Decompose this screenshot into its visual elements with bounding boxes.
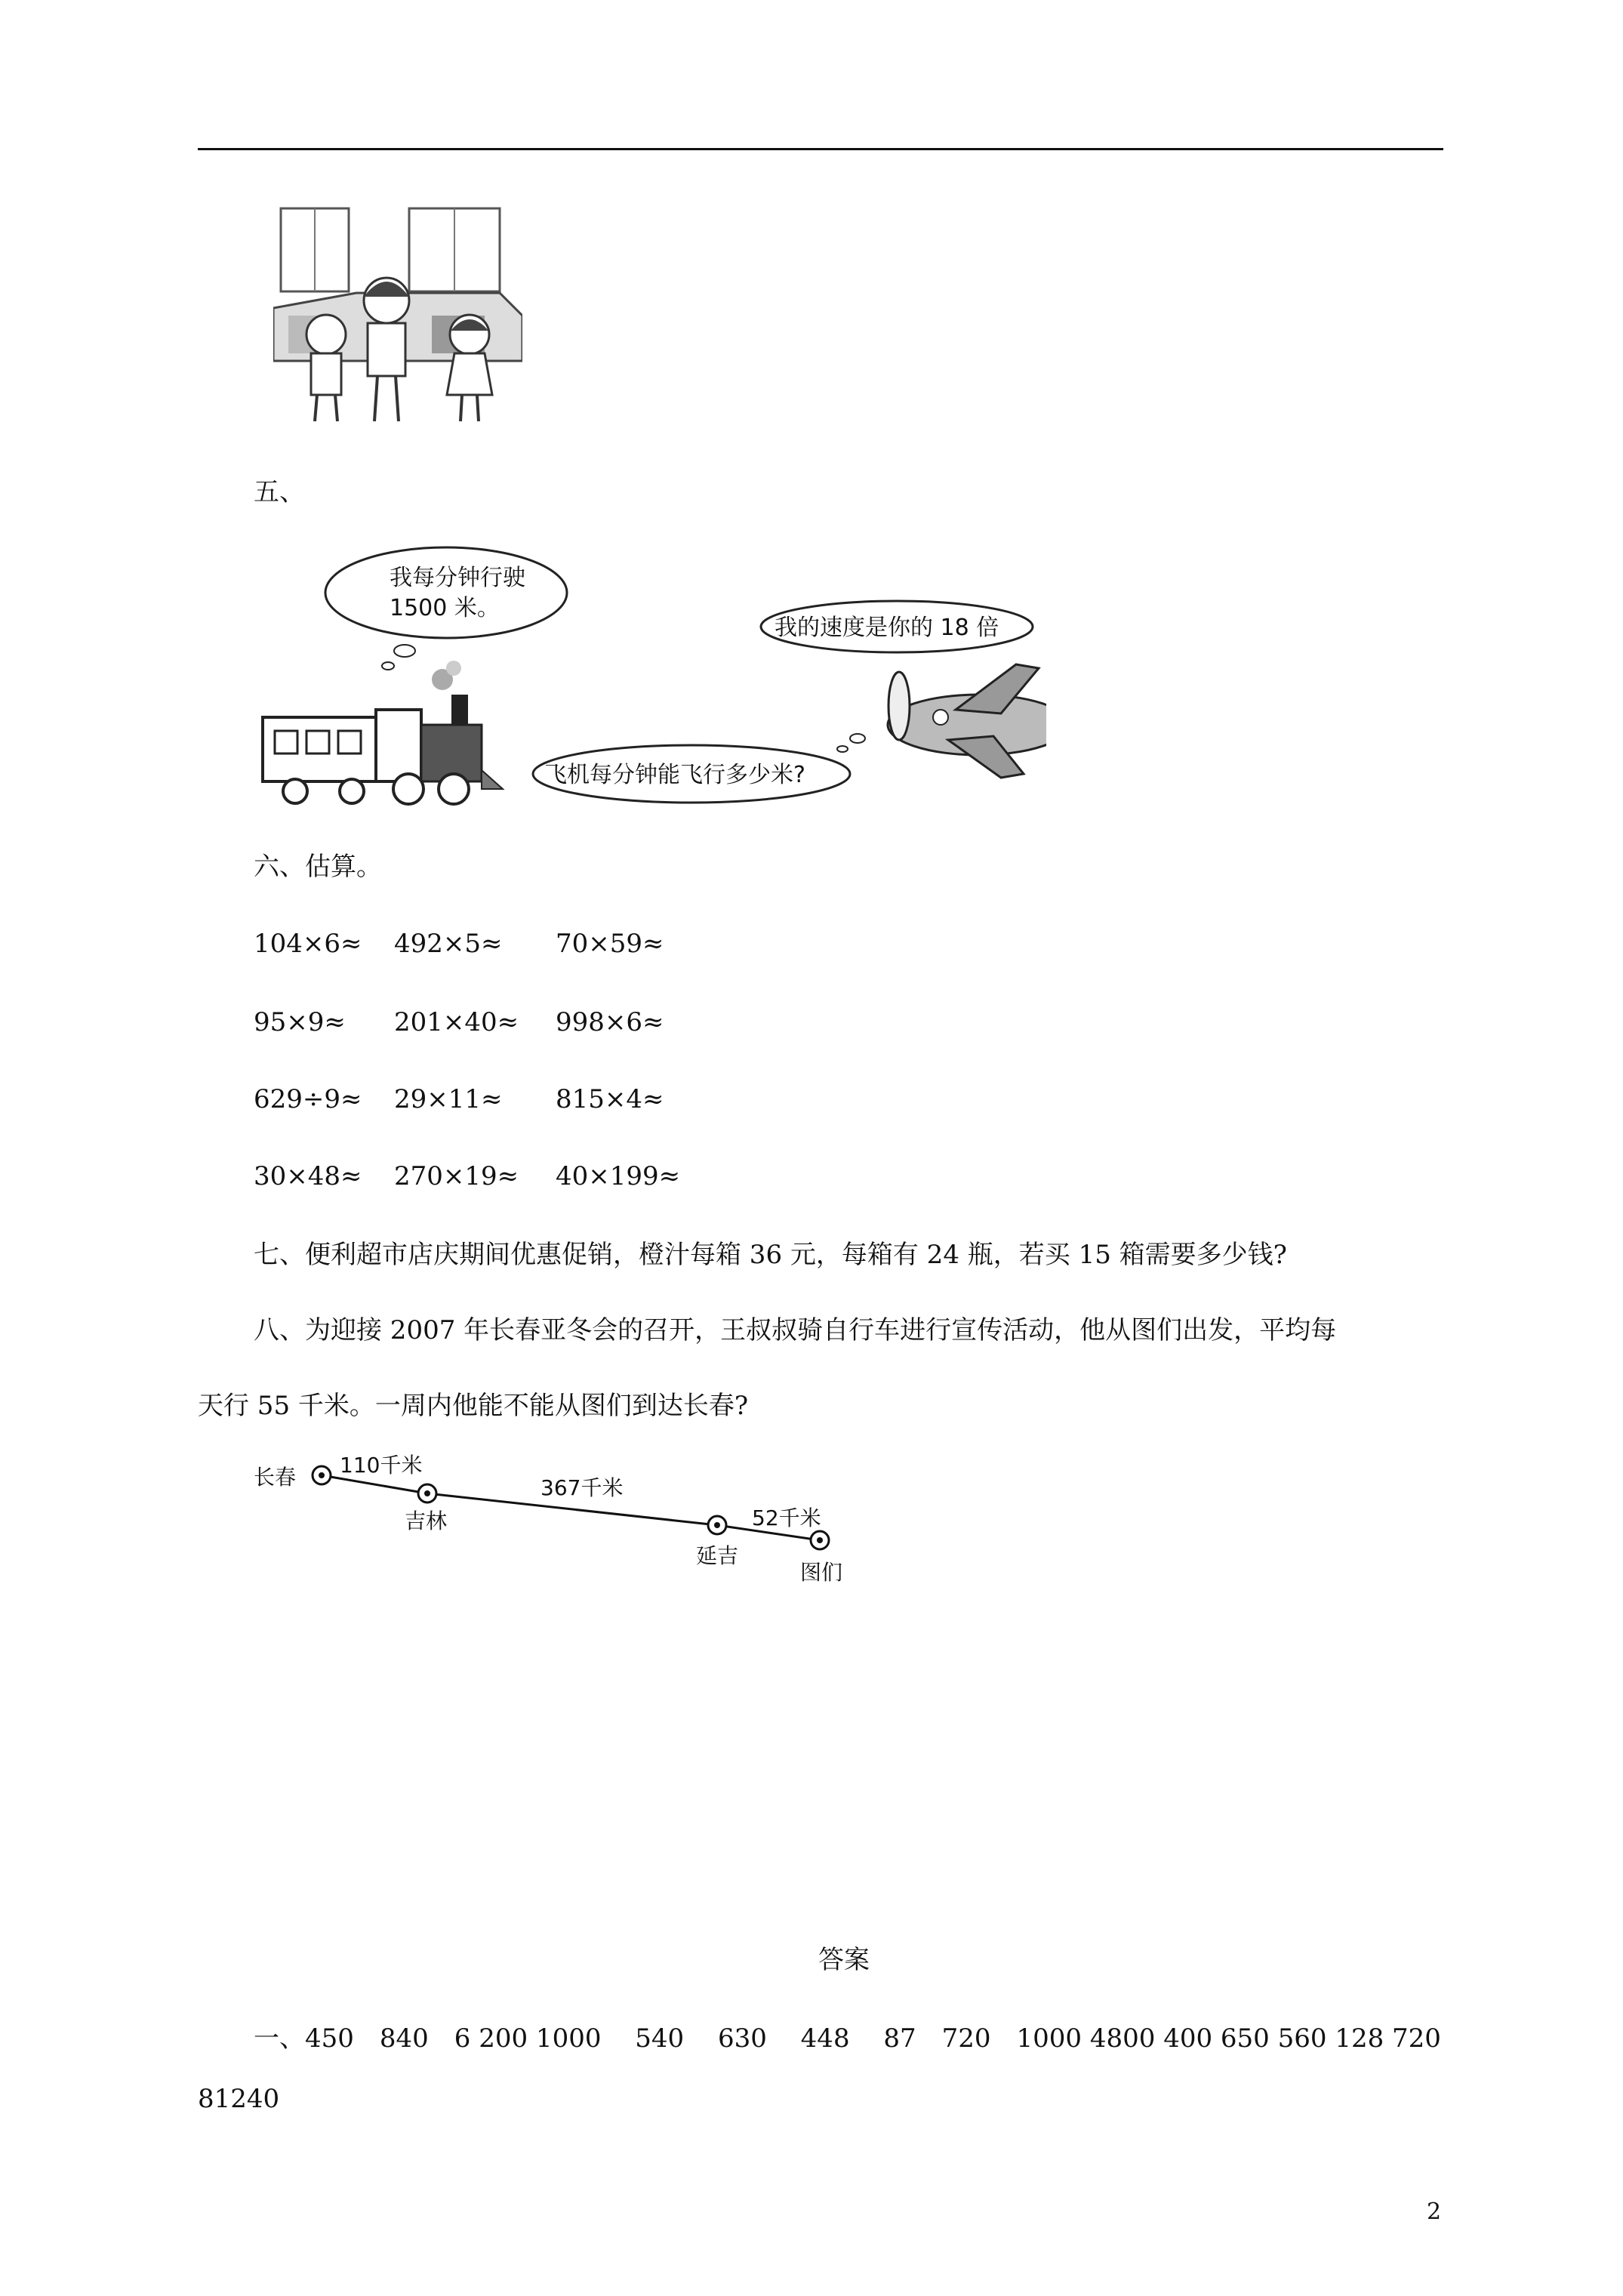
estimate-item: 492×5≈ [394, 929, 503, 959]
estimate-item: 201×40≈ [394, 1007, 519, 1037]
estimate-item: 70×59≈ [556, 929, 664, 959]
section-eight-line1: 八、为迎接 2007 年长春亚冬会的召开，王叔叔骑自行车进行宣传活动，他从图们出发，平均每 [254, 1315, 1337, 1345]
city-label-tumen: 图们 [800, 1560, 843, 1585]
city-label-changchun: 长春 [254, 1465, 297, 1490]
estimate-item: 270×19≈ [394, 1161, 519, 1191]
city-marker-jilin [418, 1484, 436, 1502]
estimate-item: 95×9≈ [254, 1007, 346, 1037]
children-shop-illustration [273, 202, 522, 429]
estimate-item: 104×6≈ [254, 929, 362, 959]
distance-label-2: 367千米 [540, 1475, 624, 1500]
estimate-item: 40×199≈ [556, 1161, 681, 1191]
train-icon [263, 695, 503, 804]
section-eight-line2: 天行 55 千米。一周内他能不能从图们到达长春? [198, 1391, 749, 1421]
train-speech-bubble [325, 547, 567, 638]
section-five-heading: 五、 [254, 477, 305, 507]
train-bubble-line2: 1500 米。 [390, 595, 500, 621]
estimate-item: 815×4≈ [556, 1084, 664, 1114]
distance-label-1: 110千米 [340, 1453, 423, 1478]
answers-title: 答案 [818, 1945, 870, 1975]
city-marker-yanji [708, 1516, 726, 1534]
city-label-jilin: 吉林 [405, 1509, 448, 1533]
section-seven-text: 七、便利超市店庆期间优惠促销，橙汁每箱 36 元，每箱有 24 瓶，若买 15 箱需要多少钱? [254, 1240, 1287, 1270]
estimate-item: 998×6≈ [556, 1007, 664, 1037]
route-map [249, 1450, 868, 1586]
train-bubble-line1: 我每分钟行驶 [390, 565, 525, 591]
estimate-item: 29×11≈ [394, 1084, 503, 1114]
estimate-item: 30×48≈ [254, 1161, 362, 1191]
plane-bubble-text: 我的速度是你的 18 倍 [775, 615, 999, 641]
airplane-icon [888, 664, 1046, 778]
question-bubble-text: 飞机每分钟能飞行多少米? [544, 762, 805, 788]
answers-line2: 81240 [198, 2084, 280, 2114]
city-marker-tumen [811, 1531, 829, 1549]
answers-line1: 一、450 840 6 200 1000 540 630 448 87 720 1000 4800 400 650 560 128 720 [254, 2023, 1441, 2054]
estimate-item: 629÷9≈ [254, 1084, 362, 1114]
city-label-yanji: 延吉 [696, 1543, 739, 1568]
section-six-heading: 六、估算。 [254, 852, 382, 882]
page-number: 2 [1427, 2199, 1442, 2225]
distance-label-3: 52千米 [752, 1505, 821, 1530]
city-marker-changchun [313, 1466, 331, 1484]
train-plane-illustration [254, 544, 1046, 815]
header-rule [198, 148, 1443, 150]
